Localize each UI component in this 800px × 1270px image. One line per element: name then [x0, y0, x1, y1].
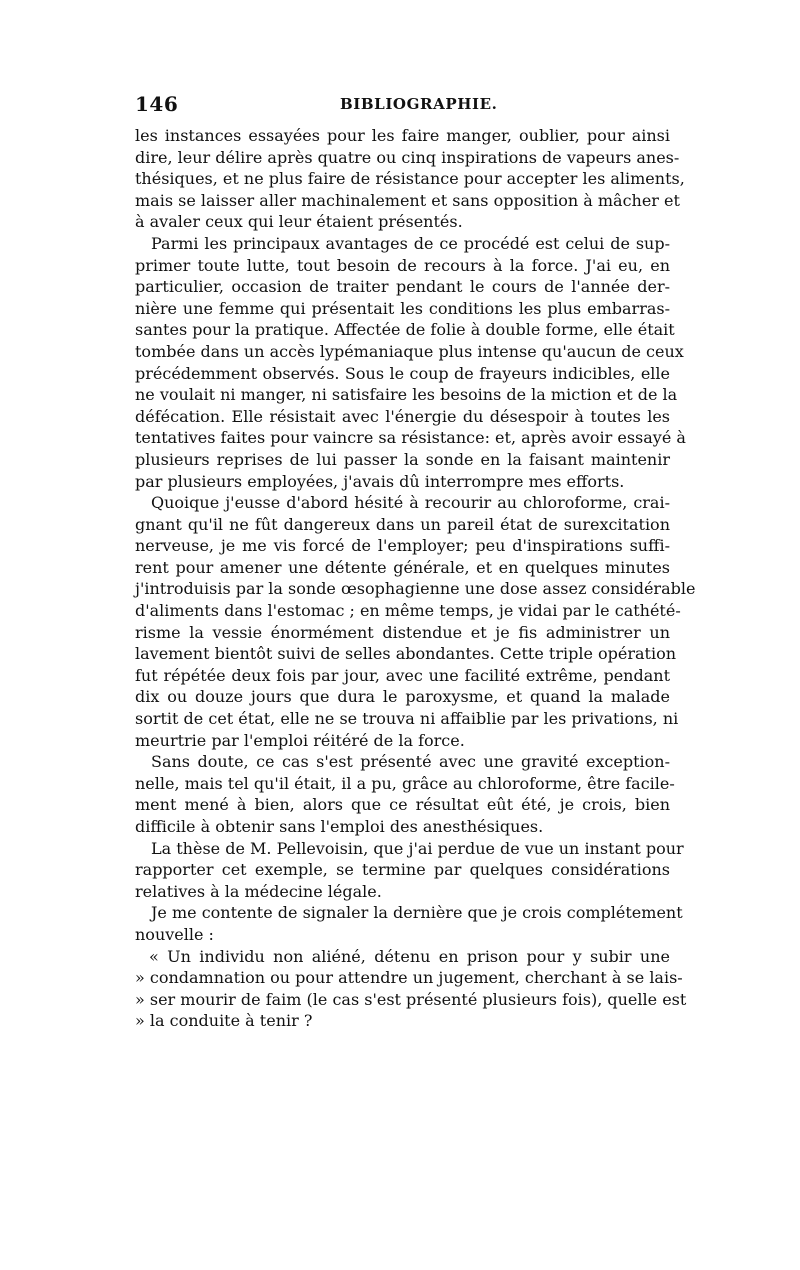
text-line: nelle, mais tel qu'il était, il a pu, grâce au chloroforme, être facile- [135, 773, 675, 793]
text-line: d'aliments dans l'estomac ; en même temps, je vidai par le cathété- [135, 601, 681, 621]
text-line: tombée dans un accès lypémaniaque plus intense qu'aucun de ceux [135, 341, 684, 361]
text-line: nouvelle : [135, 924, 214, 944]
text-line: thésiques, et ne plus faire de résistance pour accepter les aliments, [135, 169, 685, 189]
text-line: rent pour amener une détente générale, et en quelques minutes [135, 557, 670, 577]
text-line: nière une femme qui présentait les conditions les plus embarras- [135, 298, 670, 318]
text-line: santes pour la pratique. Affectée de folie à double forme, elle était [135, 320, 675, 340]
text-line: tentatives faites pour vaincre sa résistance: et, après avoir essayé à [135, 428, 686, 448]
body-text [135, 125, 696, 1032]
quote-line: » ser mourir de faim (le cas s'est présenté plusieurs fois), quelle est [135, 989, 687, 1009]
text-line: mais se laisser aller machinalement et sans opposition à mâcher et [135, 190, 680, 210]
quote-line: « Un individu non aliéné, détenu en prison pour y subir une [149, 946, 670, 966]
text-line: Sans doute, ce cas s'est présenté avec une gravité exception- [151, 752, 670, 772]
page-number: 146 [135, 92, 179, 116]
text-line: sortit de cet état, elle ne se trouva ni affaiblie par les privations, ni [135, 709, 679, 729]
quote-line: » condamnation ou pour attendre un jugement, cherchant à se lais- [135, 968, 683, 988]
text-line: par plusieurs employées, j'avais dû interrompre mes efforts. [135, 471, 625, 491]
text-line: nerveuse, je me vis forcé de l'employer; peu d'inspirations suffi- [135, 536, 670, 556]
text-line: particulier, occasion de traiter pendant le cours de l'année der- [135, 277, 670, 297]
text-line: les instances essayées pour les faire manger, oublier, pour ainsi [135, 126, 670, 145]
quote-line: » la conduite à tenir ? [135, 1011, 313, 1031]
text-line: défécation. Elle résistait avec l'énergie du désespoir à toutes les [135, 406, 670, 426]
text-line: ne voulait ni manger, ni satisfaire les besoins de la miction et de la [135, 385, 678, 405]
running-title: BIBLIOGRAPHIE. [340, 95, 498, 113]
text-line: primer toute lutte, tout besoin de recours à la force. J'ai eu, en [135, 255, 670, 275]
text-line: dire, leur délire après quatre ou cinq inspirations de vapeurs anes- [135, 147, 680, 167]
text-line: relatives à la médecine légale. [135, 881, 382, 901]
text-line: dix ou douze jours que dura le paroxysme, et quand la malade [135, 687, 670, 707]
text-line: précédemment observés. Sous le coup de frayeurs indicibles, elle [135, 363, 670, 383]
text-line: j'introduisis par la sonde œsophagienne une dose assez considérable [135, 579, 696, 599]
text-line: à avaler ceux qui leur étaient présentés. [135, 212, 463, 232]
text-line: Je me contente de signaler la dernière que je crois complétement [151, 903, 683, 923]
text-line: ment mené à bien, alors que ce résultat eût été, je crois, bien [135, 795, 670, 815]
text-line: La thèse de M. Pellevoisin, que j'ai perdue de vue un instant pour [151, 838, 684, 858]
running-head [135, 92, 670, 118]
text-line: meurtrie par l'emploi réitéré de la force. [135, 730, 465, 750]
text-line: rapporter cet exemple, se termine par quelques considérations [135, 860, 670, 880]
text-line: lavement bientôt suivi de selles abondantes. Cette triple opération [135, 644, 677, 664]
text-line: plusieurs reprises de lui passer la sonde en la faisant maintenir [135, 449, 670, 469]
text-line: difficile à obtenir sans l'emploi des anesthésiques. [135, 817, 544, 836]
text-line: Quoique j'eusse d'abord hésité à recourir au chloroforme, crai- [151, 493, 670, 513]
text-line: Parmi les principaux avantages de ce procédé est celui de sup- [151, 233, 670, 253]
text-line: gnant qu'il ne fût dangereux dans un pareil état de surexcitation [135, 514, 670, 534]
text-line: fut répétée deux fois par jour, avec une facilité extrême, pendant [135, 665, 670, 685]
text-line: risme la vessie énormément distendue et je fis administrer un [135, 622, 670, 642]
